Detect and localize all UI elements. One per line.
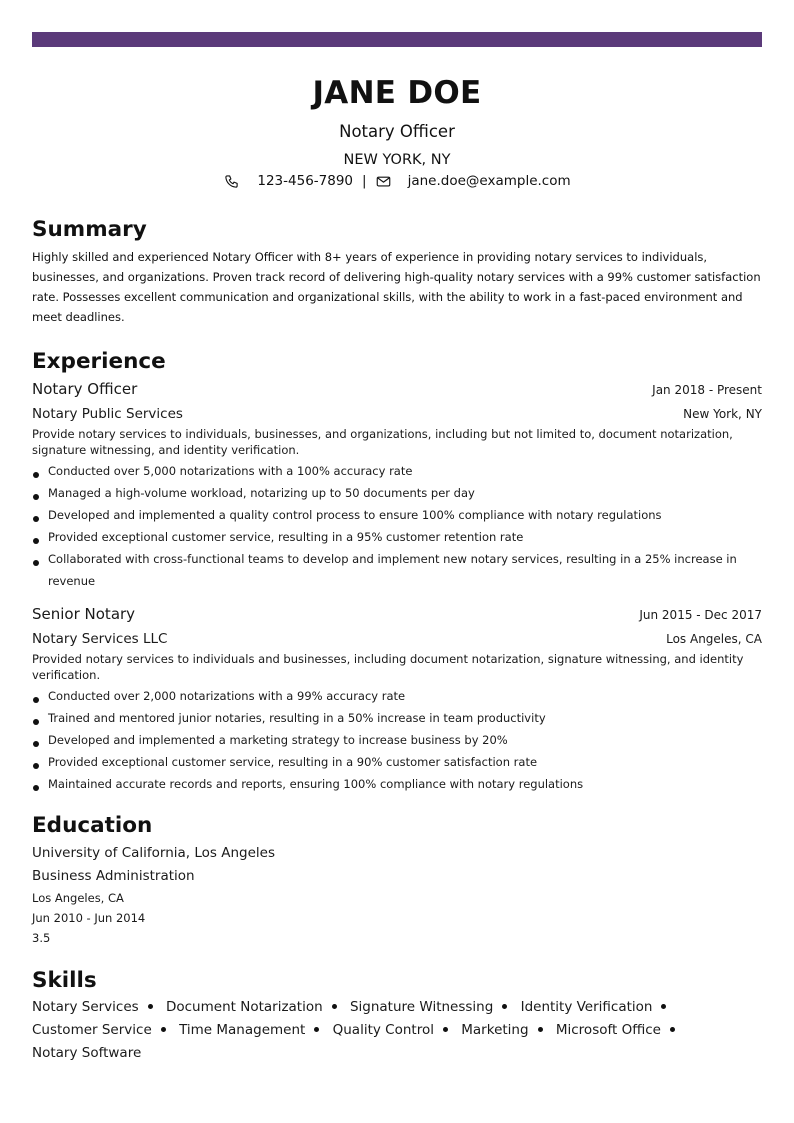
list-item <box>32 460 762 482</box>
education-gpa: 3.5 <box>32 931 51 945</box>
bullet-icon <box>502 1004 507 1009</box>
bullet-icon <box>314 1027 319 1032</box>
list-item <box>32 729 762 751</box>
job-dates: Jun 2015 - Dec 2017 <box>639 608 762 622</box>
job-description: Provide notary services to individuals, businesses, and organizations, including but not limited to, document notarization, signature witnessing, and identity verification. <box>32 427 733 457</box>
skill-item: Microsoft Office <box>555 1022 661 1038</box>
job-title: Senior Notary <box>32 605 136 623</box>
skill-item: Marketing <box>461 1022 529 1038</box>
skill-item: Signature Witnessing <box>349 999 494 1015</box>
job-entry <box>32 379 762 592</box>
achievement-text: Managed a high-volume workload, notarizing up to 50 documents per day <box>48 486 475 500</box>
education-location: Los Angeles, CA <box>32 891 124 905</box>
achievement-text: Conducted over 2,000 notarizations with a 99% accuracy rate <box>48 689 406 703</box>
section-title-skills: Skills <box>32 968 97 993</box>
candidate-role: Notary Officer <box>339 122 455 141</box>
bullet-icon <box>332 1004 337 1009</box>
bullet-icon <box>148 1004 153 1009</box>
achievement-text: Conducted over 5,000 notarizations with a 100% accuracy rate <box>48 464 413 478</box>
phone-icon <box>223 173 239 189</box>
resume-page <box>32 32 762 1065</box>
skill-item: Document Notarization <box>165 999 323 1015</box>
job-achievements <box>32 685 762 795</box>
list-item <box>32 751 762 773</box>
skill-item: Notary Software <box>32 1045 142 1061</box>
achievement-text: Provided exceptional customer service, resulting in a 95% customer retention rate <box>48 530 524 544</box>
bullet-icon <box>33 516 39 522</box>
bullet-icon <box>670 1027 675 1032</box>
section-title-experience: Experience <box>32 349 166 374</box>
resume-header <box>32 75 762 190</box>
job-company: Notary Services LLC <box>32 631 168 647</box>
bullet-icon <box>33 763 39 769</box>
job-title: Notary Officer <box>32 380 138 398</box>
achievement-text: Developed and implemented a marketing strategy to increase business by 20% <box>48 733 508 747</box>
list-item <box>32 707 762 729</box>
section-title-education: Education <box>32 813 153 838</box>
contact-line <box>32 172 762 190</box>
skill-item: Notary Services <box>32 999 139 1015</box>
bullet-icon <box>538 1027 543 1032</box>
summary-text: Highly skilled and experienced Notary Officer with 8+ years of experience in providing notary services to individuals, businesses, and organizations. Proven track record of delivering high-quality notary services with a 99% customer satisfaction rate. Possesses excellent communication and organizational skills, with the ability to work in a fast-paced environment and meet deadlines. <box>32 250 761 324</box>
education-degree: Business Administration <box>32 868 195 884</box>
skill-item: Quality Control <box>332 1022 434 1038</box>
education-school: University of California, Los Angeles <box>32 845 276 861</box>
list-item <box>32 504 762 526</box>
job-location: Los Angeles, CA <box>666 632 762 646</box>
achievement-text: Developed and implemented a quality control process to ensure 100% compliance with notary regulations <box>48 508 662 522</box>
skill-item: Time Management <box>179 1022 306 1038</box>
job-achievements <box>32 460 762 592</box>
skills-list <box>32 996 762 1065</box>
job-entry <box>32 604 762 795</box>
job-location: New York, NY <box>683 407 762 421</box>
list-item <box>32 482 762 504</box>
list-item <box>32 548 762 592</box>
email-address[interactable]: jane.doe@example.com <box>407 173 571 189</box>
candidate-name: JANE DOE <box>312 75 482 111</box>
envelope-icon <box>376 173 392 189</box>
bullet-icon <box>443 1027 448 1032</box>
section-title-summary: Summary <box>32 217 147 242</box>
bullet-icon <box>33 719 39 725</box>
candidate-location: NEW YORK, NY <box>343 152 451 168</box>
list-item <box>32 773 762 795</box>
bullet-icon <box>161 1027 166 1032</box>
job-dates: Jan 2018 - Present <box>652 383 762 397</box>
bullet-icon <box>661 1004 666 1009</box>
list-item <box>32 526 762 548</box>
phone-number[interactable]: 123-456-7890 <box>257 173 354 189</box>
job-description: Provided notary services to individuals and businesses, including document notarization, signature witnessing, and identity verification. <box>32 652 744 682</box>
skill-item: Customer Service <box>32 1022 152 1038</box>
list-item <box>32 685 762 707</box>
job-company: Notary Public Services <box>32 406 183 422</box>
skill-item: Identity Verification <box>520 999 653 1015</box>
bullet-icon <box>33 494 39 500</box>
contact-separator: | <box>362 173 367 189</box>
education-dates: Jun 2010 - Jun 2014 <box>32 911 146 925</box>
bullet-icon <box>33 538 39 544</box>
achievement-text: Collaborated with cross-functional teams to develop and implement new notary services, resulting in a 25% increase in revenue <box>48 552 737 588</box>
bullet-icon <box>33 560 39 566</box>
achievement-text: Trained and mentored junior notaries, resulting in a 50% increase in team productivity <box>48 711 546 725</box>
bullet-icon <box>33 741 39 747</box>
bullet-icon <box>33 785 39 791</box>
bullet-icon <box>33 472 39 478</box>
accent-bar <box>32 32 762 47</box>
achievement-text: Provided exceptional customer service, resulting in a 90% customer satisfaction rate <box>48 755 538 769</box>
achievement-text: Maintained accurate records and reports, ensuring 100% compliance with notary regulations <box>48 777 584 791</box>
bullet-icon <box>33 697 39 703</box>
